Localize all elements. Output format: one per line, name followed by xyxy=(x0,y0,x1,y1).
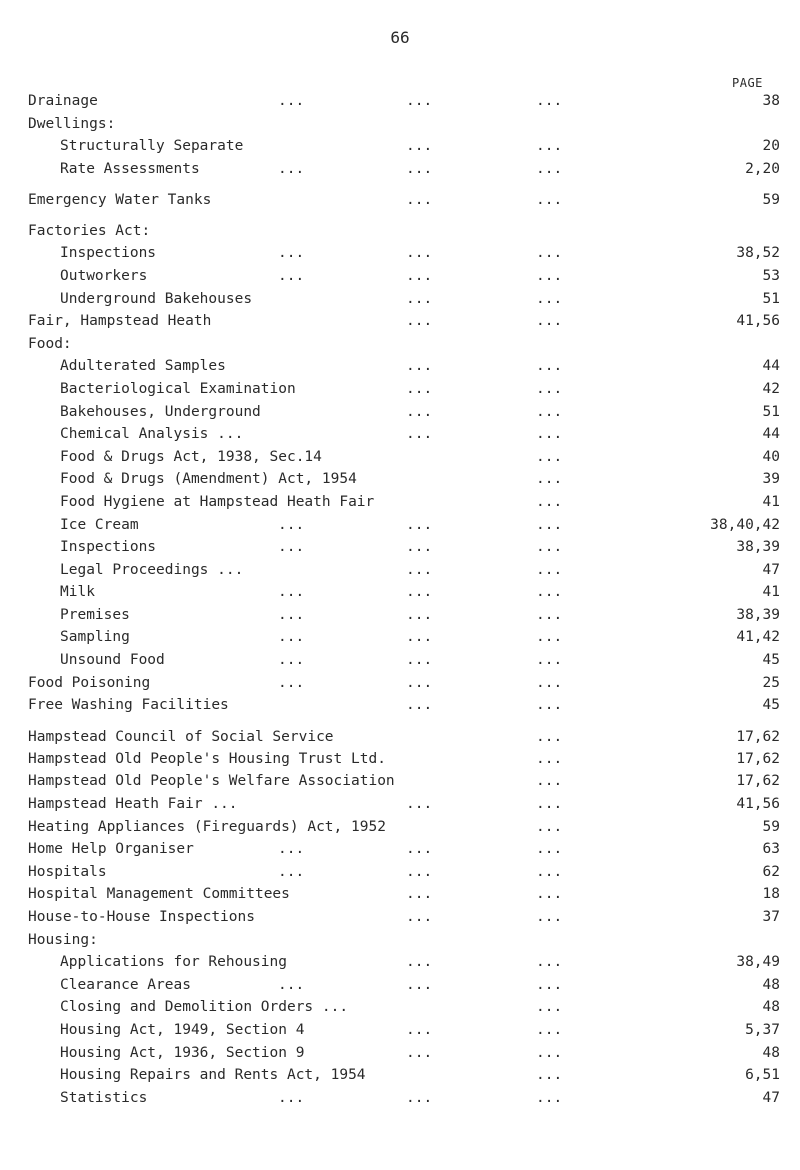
entry-term: Fair, Hampstead Heath xyxy=(28,313,212,330)
entry-term: Heating Appliances (Fireguards) Act, 1952 xyxy=(28,818,386,835)
entry-term: Statistics xyxy=(60,1089,148,1106)
entry-pages: 45 xyxy=(762,652,780,669)
entry-term: Emergency Water Tanks xyxy=(28,192,212,209)
leader-dots: ... xyxy=(536,606,563,623)
entry-term: House-to-House Inspections xyxy=(28,909,255,925)
entry-pages: 41,56 xyxy=(736,796,780,813)
index-entry xyxy=(28,113,780,136)
index-entry xyxy=(28,717,780,748)
index-entry xyxy=(28,1042,780,1065)
entry-pages: 42 xyxy=(762,380,780,397)
leader-dots: ... xyxy=(406,976,433,993)
leader-dots: ... xyxy=(536,841,563,858)
entry-term: Adulterated Samples xyxy=(60,358,226,375)
entry-term: Hospital Management Committees xyxy=(28,886,290,903)
index-entry xyxy=(28,1019,780,1042)
leader-dots: ... xyxy=(406,403,433,420)
leader-dots: ... xyxy=(278,841,305,858)
index-entry xyxy=(28,468,780,491)
entry-pages: 17,62 xyxy=(736,750,780,767)
leader-dots: ... xyxy=(536,886,563,903)
entry-term: Food Poisoning xyxy=(28,674,151,691)
leader-dots: ... xyxy=(536,358,563,375)
entry-term: Housing Act, 1949, Section 4 xyxy=(60,1021,305,1038)
index-entry xyxy=(28,514,780,537)
leader-dots: ... xyxy=(278,1089,305,1106)
entry-term: Home Help Organiser xyxy=(28,841,194,858)
entry-pages: 38,52 xyxy=(736,245,780,262)
leader-dots: ... xyxy=(406,1044,433,1061)
leader-dots: ... xyxy=(536,584,563,601)
entry-pages: 41,42 xyxy=(736,629,780,646)
entry-term: Closing and Demolition Orders ... xyxy=(60,999,349,1016)
index-entry xyxy=(28,446,780,469)
index-entry xyxy=(28,378,780,401)
index-entry xyxy=(28,401,780,424)
leader-dots: ... xyxy=(406,561,433,578)
entry-pages: 48 xyxy=(762,976,780,993)
leader-dots: ... xyxy=(536,863,563,880)
leader-dots: ... xyxy=(536,516,563,533)
entry-term: Housing: xyxy=(28,931,98,948)
entry-term: Hampstead Old People's Welfare Association xyxy=(28,773,395,790)
leader-dots: ... xyxy=(406,863,433,880)
index-entry xyxy=(28,135,780,158)
entry-pages: 47 xyxy=(762,561,780,578)
entry-pages: 39 xyxy=(762,471,780,488)
entry-pages: 41 xyxy=(762,493,780,510)
leader-dots: ... xyxy=(536,728,563,745)
entry-pages: 44 xyxy=(762,358,780,375)
entry-pages: 45 xyxy=(762,697,780,714)
index-entry xyxy=(28,838,780,861)
leader-dots: ... xyxy=(536,471,563,488)
leader-dots: ... xyxy=(536,380,563,397)
entry-pages: 48 xyxy=(762,1044,780,1061)
leader-dots: ... xyxy=(406,584,433,601)
index-entry xyxy=(28,491,780,514)
leader-dots: ... xyxy=(406,954,433,971)
entry-term: Applications for Rehousing xyxy=(60,954,287,971)
leader-dots: ... xyxy=(406,886,433,903)
entry-pages: 25 xyxy=(762,674,780,691)
entry-pages: 59 xyxy=(762,818,780,835)
index-entry xyxy=(28,1064,780,1087)
entry-term: Inspections xyxy=(60,539,157,556)
index-entry xyxy=(28,649,780,672)
leader-dots: ... xyxy=(278,245,305,262)
entry-pages: 38,40,42 xyxy=(710,516,780,533)
leader-dots: ... xyxy=(536,697,563,714)
leader-dots: ... xyxy=(278,584,305,601)
leader-dots: ... xyxy=(406,290,433,307)
leader-dots: ... xyxy=(278,863,305,880)
index-entry xyxy=(28,536,780,559)
index-entry xyxy=(28,310,780,333)
entry-term: Bacteriological Examination xyxy=(60,380,296,397)
index-entry xyxy=(28,1087,780,1110)
leader-dots: ... xyxy=(536,954,563,971)
leader-dots: ... xyxy=(536,561,563,578)
entry-pages: 17,62 xyxy=(736,773,780,790)
index-entry xyxy=(28,951,780,974)
entry-term: Underground Bakehouses xyxy=(60,290,253,307)
leader-dots: ... xyxy=(278,976,305,993)
entry-term: Food & Drugs (Amendment) Act, 1954 xyxy=(60,471,357,488)
leader-dots: ... xyxy=(536,909,563,925)
entry-pages: 38,49 xyxy=(736,954,780,971)
entry-term: Hospitals xyxy=(28,863,107,880)
leader-dots: ... xyxy=(536,245,563,262)
leader-dots: ... xyxy=(536,192,563,209)
index-entry xyxy=(28,581,780,604)
leader-dots: ... xyxy=(406,909,433,925)
leader-dots: ... xyxy=(278,516,305,533)
index-entry xyxy=(28,694,780,717)
index-entry xyxy=(28,288,780,311)
index-entry xyxy=(28,158,780,181)
index-entry xyxy=(28,180,780,211)
entry-term: Legal Proceedings ... xyxy=(60,561,244,578)
leader-dots: ... xyxy=(536,796,563,813)
entry-pages: 62 xyxy=(762,863,780,880)
leader-dots: ... xyxy=(536,448,563,465)
entry-term: Drainage xyxy=(28,93,98,109)
entry-term: Food & Drugs Act, 1938, Sec.14 xyxy=(60,448,322,465)
leader-dots: ... xyxy=(406,426,433,443)
leader-dots: ... xyxy=(406,1089,433,1106)
entry-term: Hampstead Council of Social Service xyxy=(28,728,334,745)
entry-term: Rate Assessments xyxy=(60,160,200,177)
leader-dots: ... xyxy=(536,539,563,556)
index-entry xyxy=(28,883,780,906)
leader-dots: ... xyxy=(406,516,433,533)
entry-pages: 41 xyxy=(762,584,780,601)
entry-term: Clearance Areas xyxy=(60,976,191,993)
leader-dots: ... xyxy=(536,313,563,330)
entry-pages: 53 xyxy=(762,267,780,284)
leader-dots: ... xyxy=(406,160,433,177)
index-entry xyxy=(28,559,780,582)
index-entry xyxy=(28,793,780,816)
leader-dots: ... xyxy=(536,773,563,790)
leader-dots: ... xyxy=(536,267,563,284)
index-entry xyxy=(28,423,780,446)
entry-term: Inspections xyxy=(60,245,157,262)
index-entry xyxy=(28,90,780,113)
entry-term: Outworkers xyxy=(60,267,148,284)
entry-term: Unsound Food xyxy=(60,652,165,669)
index-entry xyxy=(28,265,780,288)
leader-dots: ... xyxy=(536,493,563,510)
index-entry xyxy=(28,996,780,1019)
leader-dots: ... xyxy=(536,976,563,993)
entry-term: Hampstead Old People's Housing Trust Ltd. xyxy=(28,750,386,767)
entry-term: Housing Repairs and Rents Act, 1954 xyxy=(60,1067,366,1084)
leader-dots: ... xyxy=(536,629,563,646)
index-entry xyxy=(28,748,780,771)
leader-dots: ... xyxy=(278,160,305,177)
index-entry xyxy=(28,672,780,695)
leader-dots: ... xyxy=(406,138,433,155)
entry-pages: 48 xyxy=(762,999,780,1016)
leader-dots: ... xyxy=(278,539,305,556)
leader-dots: ... xyxy=(406,192,433,209)
index-entry xyxy=(28,242,780,265)
leader-dots: ... xyxy=(536,93,563,109)
leader-dots: ... xyxy=(278,652,305,669)
entry-term: Food Hygiene at Hampstead Heath Fair xyxy=(60,493,375,510)
leader-dots: ... xyxy=(406,358,433,375)
page-column-heading: PAGE xyxy=(732,76,763,90)
leader-dots: ... xyxy=(536,750,563,767)
entry-pages: 2,20 xyxy=(745,160,780,177)
leader-dots: ... xyxy=(536,138,563,155)
leader-dots: ... xyxy=(406,93,433,109)
entry-term: Sampling xyxy=(60,629,130,646)
leader-dots: ... xyxy=(406,841,433,858)
leader-dots: ... xyxy=(406,697,433,714)
entry-pages: 5,37 xyxy=(745,1021,780,1038)
page-number: 66 xyxy=(390,28,410,47)
leader-dots: ... xyxy=(536,1044,563,1061)
entry-pages: 59 xyxy=(762,192,780,209)
entry-pages: 51 xyxy=(762,290,780,307)
index-entry xyxy=(28,211,780,242)
leader-dots: ... xyxy=(406,380,433,397)
index-entry xyxy=(28,906,780,929)
leader-dots: ... xyxy=(536,290,563,307)
leader-dots: ... xyxy=(536,1021,563,1038)
leader-dots: ... xyxy=(406,539,433,556)
entry-term: Food: xyxy=(28,335,72,352)
entry-pages: 17,62 xyxy=(736,728,780,745)
leader-dots: ... xyxy=(278,629,305,646)
entry-term: Dwellings: xyxy=(28,115,116,132)
leader-dots: ... xyxy=(406,796,433,813)
entry-term: Bakehouses, Underground xyxy=(60,403,261,420)
entry-term: Free Washing Facilities xyxy=(28,697,229,714)
entry-pages: 44 xyxy=(762,426,780,443)
entry-pages: 40 xyxy=(762,448,780,465)
entry-term: Chemical Analysis ... xyxy=(60,426,244,443)
index-entry xyxy=(28,929,780,952)
entry-term: Ice Cream xyxy=(60,516,139,533)
entry-pages: 51 xyxy=(762,403,780,420)
leader-dots: ... xyxy=(406,674,433,691)
index-entry xyxy=(28,604,780,627)
entry-term: Milk xyxy=(60,584,95,601)
index-entry xyxy=(28,770,780,793)
leader-dots: ... xyxy=(278,267,305,284)
index-entry xyxy=(28,974,780,997)
entry-pages: 47 xyxy=(762,1089,780,1106)
leader-dots: ... xyxy=(406,267,433,284)
entry-pages: 20 xyxy=(762,138,780,155)
index-entries xyxy=(28,90,780,1109)
entry-pages: 63 xyxy=(762,841,780,858)
entry-pages: 37 xyxy=(762,909,780,925)
leader-dots: ... xyxy=(536,999,563,1016)
entry-term: Housing Act, 1936, Section 9 xyxy=(60,1044,305,1061)
leader-dots: ... xyxy=(406,652,433,669)
leader-dots: ... xyxy=(406,1021,433,1038)
entry-term: Factories Act: xyxy=(28,223,151,240)
index-entry xyxy=(28,333,780,356)
entry-term: Premises xyxy=(60,606,130,623)
entry-pages: 41,56 xyxy=(736,313,780,330)
leader-dots: ... xyxy=(278,674,305,691)
leader-dots: ... xyxy=(406,629,433,646)
entry-term: Hampstead Heath Fair ... xyxy=(28,796,238,813)
index-entry xyxy=(28,861,780,884)
leader-dots: ... xyxy=(536,674,563,691)
leader-dots: ... xyxy=(406,606,433,623)
entry-pages: 18 xyxy=(762,886,780,903)
entry-pages: 6,51 xyxy=(745,1067,780,1084)
leader-dots: ... xyxy=(406,313,433,330)
index-entry xyxy=(28,355,780,378)
leader-dots: ... xyxy=(278,606,305,623)
entry-pages: 38,39 xyxy=(736,606,780,623)
leader-dots: ... xyxy=(536,652,563,669)
leader-dots: ... xyxy=(536,818,563,835)
leader-dots: ... xyxy=(536,160,563,177)
leader-dots: ... xyxy=(536,1089,563,1106)
entry-pages: 38 xyxy=(762,93,780,109)
leader-dots: ... xyxy=(406,245,433,262)
entry-pages: 38,39 xyxy=(736,539,780,556)
leader-dots: ... xyxy=(536,426,563,443)
entry-term: Structurally Separate xyxy=(60,138,244,155)
index-entry xyxy=(28,626,780,649)
leader-dots: ... xyxy=(278,93,305,109)
leader-dots: ... xyxy=(536,403,563,420)
leader-dots: ... xyxy=(536,1067,563,1084)
index-entry xyxy=(28,816,780,839)
